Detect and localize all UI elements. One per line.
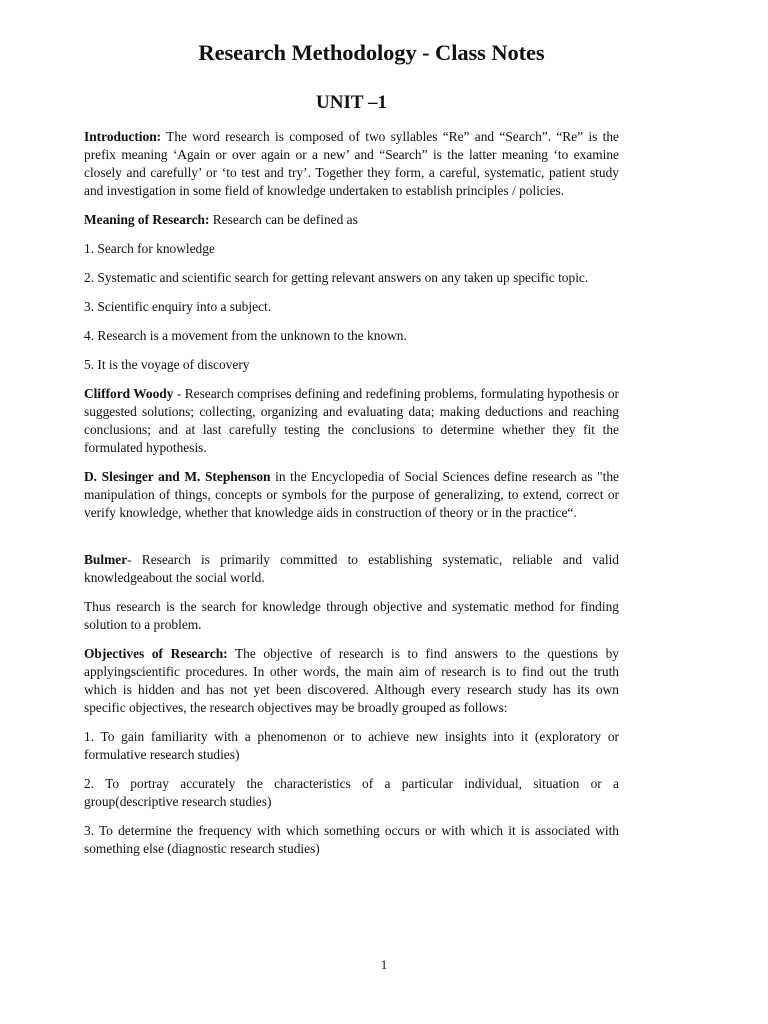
meaning-item: 5. It is the voyage of discovery: [84, 357, 250, 372]
woody-name: Clifford Woody: [84, 386, 174, 401]
slesinger-name: D. Slesinger and M. Stephenson: [84, 469, 271, 484]
meaning-item: 1. Search for knowledge: [84, 241, 215, 256]
introduction-heading: Introduction:: [84, 129, 162, 144]
woody-definition: [84, 385, 619, 457]
bulmer-text: - Research is primarily committed to establishing systematic, reliable and valid knowledgeabout the social world.: [84, 552, 619, 585]
meaning-paragraph: [84, 211, 619, 229]
woody-text: - Research comprises defining and redefining problems, formulating hypothesis or suggested solutions; collecting, organizing and evaluating data; making deductions and reaching conclusions; and at last carefully testing the conclusions to determine whether they fit the formulated hypothesis.: [84, 386, 619, 455]
meaning-item: 4. Research is a movement from the unknown to the known.: [84, 328, 407, 343]
thus-paragraph: Thus research is the search for knowledge through objective and systematic method for finding solution to a problem.: [84, 599, 619, 632]
introduction-text: The word research is composed of two syllables “Re” and “Search”. “Re” is the prefix meaning ‘Again or over again or a new’ and “Search” is the latter meaning ‘to examine closely and carefully’ or ‘to test and try’. Together they form, a careful, systematic, patient study and investigation in some field of knowledge undertaken to establish principles / policies.: [84, 129, 619, 198]
unit-heading: UNIT –1: [316, 92, 387, 113]
meaning-text: Research can be defined as: [209, 212, 358, 227]
bulmer-definition: [84, 551, 619, 587]
objective-item: 3. To determine the frequency with which something occurs or with which it is associated with something else (diagnostic research studies): [84, 823, 619, 856]
bulmer-name: Bulmer: [84, 552, 128, 567]
meaning-item: 2. Systematic and scientific search for getting relevant answers on any taken up specific topic.: [84, 270, 589, 285]
document-title: Research Methodology - Class Notes: [198, 40, 545, 65]
slesinger-text: in the Encyclopedia of Social Sciences define research as "the manipulation of things, concepts or symbols for the purpose of generalizing, to extend, correct or verify knowledge, whether that knowledge aids in construction of theory or in the practice“.: [84, 469, 619, 520]
page-number: 1: [380, 957, 388, 972]
introduction-paragraph: [84, 128, 619, 200]
objectives-text: The objective of research is to find answers to the questions by applyingscientific procedures. In other words, the main aim of research is to find out the truth which is hidden and has not yet been discovered. Although every research study has its own specific objectives, the research objectives may be broadly grouped as follows:: [84, 646, 619, 715]
slesinger-definition: [84, 468, 619, 522]
meaning-item: 3. Scientific enquiry into a subject.: [84, 299, 272, 314]
objective-item: 1. To gain familiarity with a phenomenon or to achieve new insights into it (exploratory or formulative research studies): [84, 729, 619, 762]
meaning-heading: Meaning of Research:: [84, 212, 210, 227]
paragraph-gap: [84, 533, 619, 551]
objectives-paragraph: [84, 645, 619, 717]
page-content: [84, 40, 619, 869]
objective-item: 2. To portray accurately the characteristics of a particular individual, situation or a group(descriptive research studies): [84, 776, 619, 809]
objectives-heading: Objectives of Research:: [84, 646, 228, 661]
